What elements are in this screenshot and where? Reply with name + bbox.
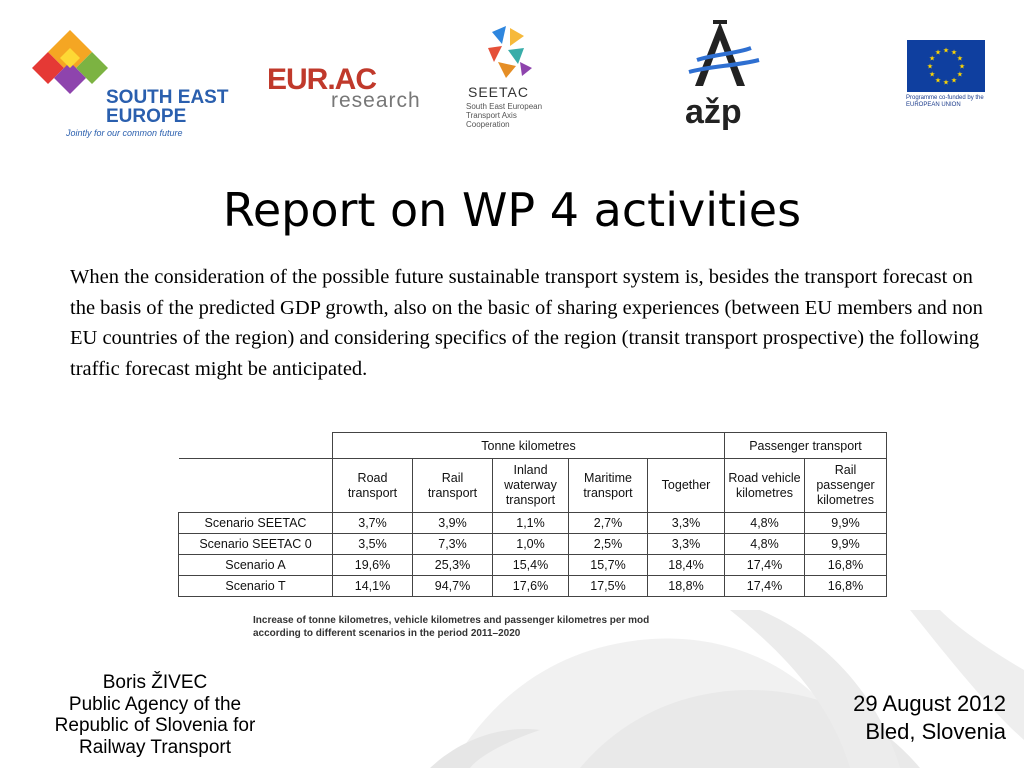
forecast-table [178,432,887,597]
column-header: Inland waterway transport [493,459,569,513]
eu-cofunded-caption: Programme co-funded by the EUROPEAN UNION [906,95,984,108]
date-place [853,690,1006,746]
table-cell: 18,8% [648,576,725,597]
table-cell: 3,3% [648,534,725,555]
table-corner-cell [179,433,333,459]
see-emblem-icon [30,28,110,108]
table-cell: 9,9% [805,534,887,555]
row-label: Scenario T [179,576,333,597]
eu-star-icon: ★ [956,55,964,63]
group-header-tonne: Tonne kilometres [333,433,725,459]
table-cell: 7,3% [413,534,493,555]
table-cell: 3,5% [333,534,413,555]
row-label: Scenario SEETAC 0 [179,534,333,555]
table-cell: 2,5% [569,534,648,555]
eu-star-icon: ★ [942,79,950,87]
eurac-wordmark: EUR.AC [267,63,377,96]
table-cell: 1,0% [493,534,569,555]
table-cell: 16,8% [805,576,887,597]
presenter-info [20,672,290,758]
eu-star-icon: ★ [950,77,958,85]
table-row [179,576,887,597]
group-header-passenger: Passenger transport [725,433,887,459]
table-cell: 3,7% [333,513,413,534]
row-label: Scenario SEETAC [179,513,333,534]
column-header: Rail transport [413,459,493,513]
eu-star-icon: ★ [958,63,966,71]
presenter-affiliation-line: Republic of Slovenia for [54,715,256,736]
presenter-affiliation-line: Public Agency of the [68,693,242,715]
table-cell: 17,6% [493,576,569,597]
table-cell: 15,4% [493,555,569,576]
event-place: Bled, Slovenia [865,719,1006,744]
column-header: Road transport [333,459,413,513]
table-cell: 2,7% [569,513,648,534]
table-cell: 17,4% [725,576,805,597]
forecast-table-container [178,432,890,597]
table-row [179,534,887,555]
slide-title: Report on WP 4 activities [222,183,802,237]
eu-star-icon: ★ [928,71,936,79]
event-date: 29 August 2012 [853,691,1006,716]
eu-star-icon: ★ [942,47,950,55]
table-cell: 94,7% [413,576,493,597]
seetac-subtitle: South East European Transport Axis Cooperation [466,102,543,129]
table-corner-cell-2 [179,459,333,513]
eurac-research-wordmark: research [331,89,421,112]
table-cell: 18,4% [648,555,725,576]
eu-star-icon: ★ [928,55,936,63]
seetac-logo [462,22,554,127]
table-cell: 19,6% [333,555,413,576]
column-header: Together [648,459,725,513]
table-cell: 16,8% [805,555,887,576]
table-row [179,555,887,576]
row-label: Scenario A [179,555,333,576]
see-tagline: Jointly for our common future [66,128,183,138]
eu-flag-icon [907,40,985,92]
see-name: SOUTH EAST EUROPE [106,87,229,127]
table-cell: 4,8% [725,534,805,555]
azp-wordmark: ažp [685,93,742,131]
eu-star-icon: ★ [956,71,964,79]
table-cell: 9,9% [805,513,887,534]
seetac-name: SEETAC [468,84,529,100]
table-cell: 25,3% [413,555,493,576]
table-cell: 3,9% [413,513,493,534]
eu-star-icon: ★ [950,49,958,57]
south-east-europe-logo [30,28,245,138]
slide-body-text: When the consideration of the possible future sustainable transport system is, besides the transport forecast on the basis of the predicted GDP growth, also on the basic of sharing experiences (between EU members and non EU countries of the region) and considering specifics of the region (transit transport prospective) the following traffic forecast might be anticipated. [70,266,983,380]
table-caption: Increase of tonne kilometres, vehicle kilometres and passenger kilometres per mod according to different scenarios in the period 2011–2020 [253,615,650,639]
table-cell: 17,4% [725,555,805,576]
table-cell: 14,1% [333,576,413,597]
table-cell: 1,1% [493,513,569,534]
table-cell: 4,8% [725,513,805,534]
eu-star-icon: ★ [926,63,934,71]
azp-emblem-icon [675,20,765,92]
table-cell: 17,5% [569,576,648,597]
eurac-research-logo [267,64,432,114]
column-header: Rail passenger kilometres [805,459,887,513]
presenter-affiliation-line: Railway Transport [78,736,232,758]
column-header: Road vehicle kilometres [725,459,805,513]
eu-star-icon: ★ [934,49,942,57]
table-cell: 15,7% [569,555,648,576]
presenter-name: Boris ŽIVEC [102,672,208,693]
seetac-emblem-icon [462,22,554,82]
column-header: Maritime transport [569,459,648,513]
table-cell: 3,3% [648,513,725,534]
eu-star-icon: ★ [934,77,942,85]
eu-flag-logo [906,40,988,112]
table-row [179,513,887,534]
azp-logo [675,20,765,132]
